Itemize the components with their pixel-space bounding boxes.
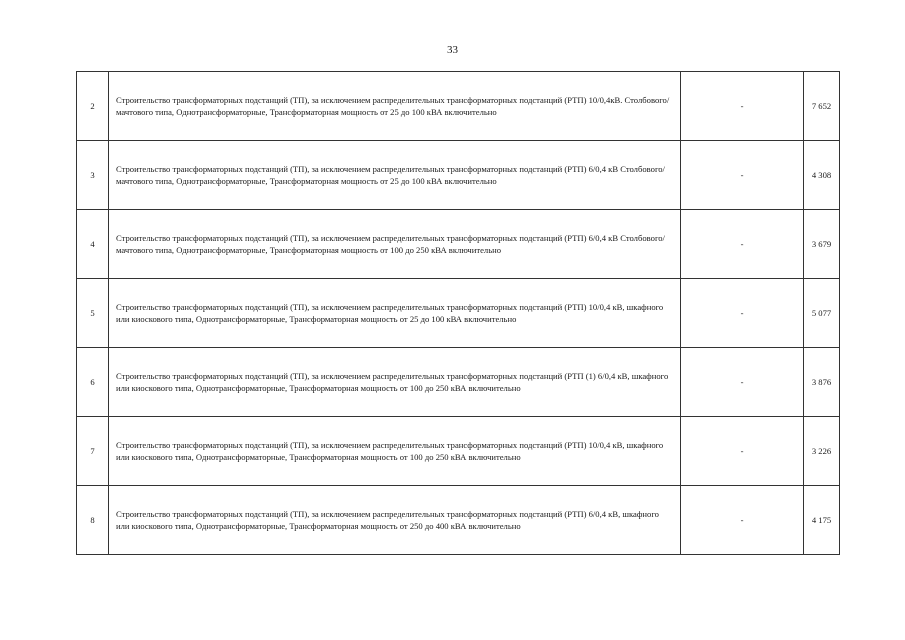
row-empty-value: - (681, 417, 804, 486)
row-number: 5 (77, 279, 109, 348)
row-empty-value: - (681, 210, 804, 279)
row-empty-value: - (681, 72, 804, 141)
page-number: 33 (447, 44, 458, 56)
row-description: Строительство трансформаторных подстанций (ТП), за исключением распределительных трансформаторных подстанций (РТП) 10/0,4 кВ, шкафного или киоскового типа, Однотрансформаторные, Трансформаторная мощность от 100 до 250 кВА включительно (109, 417, 681, 486)
table-row (77, 348, 840, 417)
row-value: 3 226 (804, 417, 840, 486)
row-number: 8 (77, 486, 109, 555)
row-number: 2 (77, 72, 109, 141)
row-empty-value: - (681, 486, 804, 555)
row-number: 3 (77, 141, 109, 210)
row-description: Строительство трансформаторных подстанций (ТП), за исключением распределительных трансформаторных подстанций (РТП) 10/0,4кВ. Столбового/мачтового типа, Однотрансформаторные, Трансформаторная мощность от 25 до 100 кВА включительно (109, 72, 681, 141)
row-number: 4 (77, 210, 109, 279)
row-description: Строительство трансформаторных подстанций (ТП), за исключением распределительных трансформаторных подстанций (РТП (1) 6/0,4 кВ, шкафного или киоскового типа, Однотрансформаторные, Трансформаторная мощность от 100 до 250 кВА включительно (109, 348, 681, 417)
row-description: Строительство трансформаторных подстанций (ТП), за исключением распределительных трансформаторных подстанций (РТП) 6/0,4 кВ Столбового/мачтового типа, Однотрансформаторные, Трансформаторная мощность от 25 до 100 кВА включительно (109, 141, 681, 210)
row-value: 4 308 (804, 141, 840, 210)
row-value: 4 175 (804, 486, 840, 555)
row-description: Строительство трансформаторных подстанций (ТП), за исключением распределительных трансформаторных подстанций (РТП) 10/0,4 кВ, шкафного или киоскового типа, Однотрансформаторные, Трансформаторная мощность от 25 до 100 кВА включительно (109, 279, 681, 348)
row-description: Строительство трансформаторных подстанций (ТП), за исключением распределительных трансформаторных подстанций (РТП) 6/0,4 кВ Столбового/мачтового типа, Однотрансформаторные, Трансформаторная мощность от 100 до 250 кВА включительно (109, 210, 681, 279)
tariff-table (76, 71, 840, 555)
row-description: Строительство трансформаторных подстанций (ТП), за исключением распределительных трансформаторных подстанций (РТП) 6/0,4 кВ, шкафного или киоскового типа, Однотрансформаторные, Трансформаторная мощность от 250 до 400 кВА включительно (109, 486, 681, 555)
row-value: 7 652 (804, 72, 840, 141)
table-row (77, 486, 840, 555)
row-value: 3 679 (804, 210, 840, 279)
table-row (77, 210, 840, 279)
row-empty-value: - (681, 348, 804, 417)
row-number: 6 (77, 348, 109, 417)
table-row (77, 141, 840, 210)
table-row (77, 72, 840, 141)
table-row (77, 279, 840, 348)
row-value: 5 077 (804, 279, 840, 348)
row-number: 7 (77, 417, 109, 486)
row-value: 3 876 (804, 348, 840, 417)
table-row (77, 417, 840, 486)
row-empty-value: - (681, 141, 804, 210)
row-empty-value: - (681, 279, 804, 348)
